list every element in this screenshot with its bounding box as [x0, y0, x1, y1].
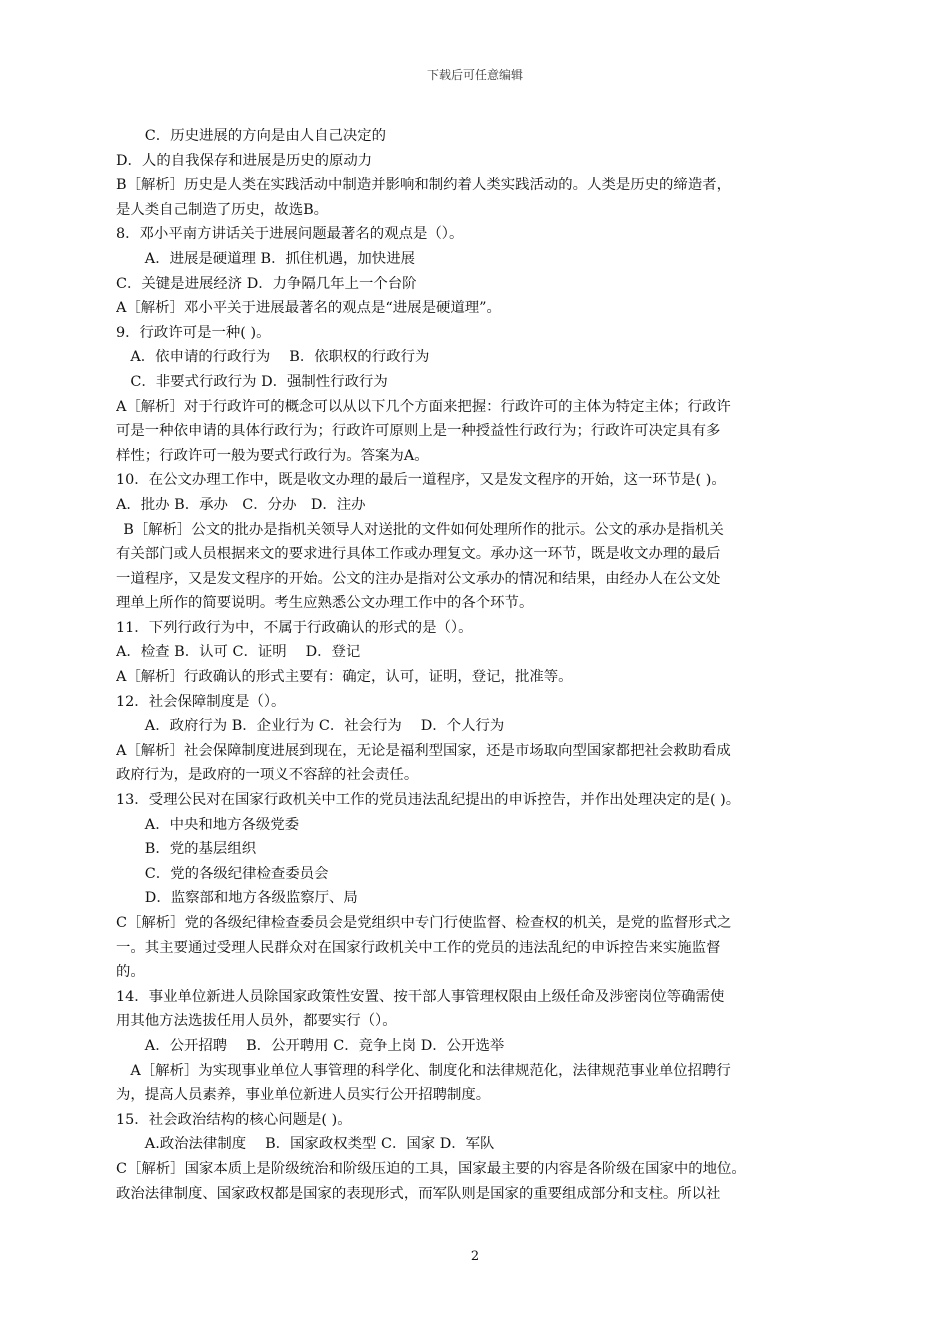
- page-number: 2: [470, 1249, 480, 1264]
- text-line: C．历史进展的方向是由人自己决定的: [144, 128, 387, 144]
- text-line: 10．在公文办理工作中，既是收文办理的最后一道程序，又是发文程序的开始，这一环节是( )。: [116, 472, 726, 489]
- text-line: C．关键是进展经济 D．力争隔几年上一个台阶: [116, 275, 417, 292]
- text-line: B［解析］历史是人类在实践活动中制造并影响和制约着人类实践活动的。人类是历史的缔造者，: [116, 177, 731, 194]
- text-line: B．党的基层组织: [144, 841, 257, 858]
- text-line: 政治法律制度、国家政权都是国家的表现形式，而军队则是国家的重要组成部分和支柱。所以社: [116, 1185, 721, 1202]
- text-line: 8．邓小平南方讲话关于进展问题最著名的观点是（）。: [116, 226, 464, 243]
- text-line: A［解析］社会保障制度进展到现在，无论是福利型国家，还是市场取向型国家都把社会救助看成: [116, 742, 731, 759]
- text-line: A．检查 B．认可 C．证明 D．登记: [116, 644, 361, 661]
- text-line: 一道程序，又是发文程序的开始。公文的注办是指对公文承办的情况和结果，由经办人在公文处: [116, 570, 721, 587]
- text-line: A［解析］为实现事业单位人事管理的科学化、制度化和法律规范化，法律规范事业单位招聘行: [130, 1062, 731, 1079]
- text-line: 15．社会政治结构的核心问题是( )。: [116, 1111, 352, 1128]
- text-line: 用其他方法选拔任用人员外，都要实行（）。: [116, 1013, 397, 1030]
- text-line: 有关部门或人员根据来文的要求进行具体工作或办理复文。承办这一环节，既是收文办理的最后: [116, 546, 721, 563]
- text-line: 为，提高人员素养，事业单位新进人员实行公开招聘制度。: [116, 1087, 491, 1104]
- text-line: 理单上所作的简要说明。考生应熟悉公文办理工作中的各个环节。: [116, 595, 534, 612]
- text-line: 一。其主要通过受理人民群众对在国家行政机关中工作的党员的违法乱纪的申诉控告来实施监督: [116, 939, 721, 956]
- page-header: 下载后可任意编辑: [426, 68, 523, 82]
- text-line: C［解析］国家本质上是阶级统治和阶级压迫的工具，国家最主要的内容是各阶级在国家中的地位。: [116, 1160, 746, 1177]
- text-line: A［解析］对于行政许可的概念可以从以下几个方面来把握：行政许可的主体为特定主体；行政许: [116, 398, 731, 415]
- text-line: A．批办 B．承办 C．分办 D．注办: [116, 496, 366, 513]
- text-line: 可是一种依申请的具体行政行为；行政许可原则上是一种授益性行政行为；行政许可决定具有多: [116, 423, 721, 440]
- text-line: A.政治法律制度 B．国家政权类型 C．国家 D．军队: [144, 1136, 495, 1153]
- text-line: A．公开招聘 B．公开聘用 C．竞争上岗 D．公开选举: [144, 1037, 505, 1054]
- text-line: A［解析］邓小平关于进展最著名的观点是“进展是硬道理”。: [116, 300, 501, 317]
- text-line: D．监察部和地方各级监察厅、局: [144, 890, 358, 907]
- text-line: A．依申请的行政行为 B．依职权的行政行为: [130, 349, 430, 366]
- text-line: 是人类自己制造了历史，故选B。: [116, 201, 329, 218]
- text-line: C．非要式行政行为 D．强制性行政行为: [130, 373, 388, 390]
- text-line: 样性；行政许可一般为要式行政行为。答案为A。: [116, 447, 429, 464]
- text-line: 的。: [116, 964, 145, 981]
- document-body: [116, 124, 846, 1206]
- text-line: 9．行政许可是一种( )。: [116, 324, 271, 341]
- text-line: 政府行为，是政府的一项义不容辞的社会责任。: [116, 767, 419, 784]
- text-line: A［解析］行政确认的形式主要有：确定，认可，证明，登记，批准等。: [116, 669, 573, 686]
- text-line: 13．受理公民对在国家行政机关中工作的党员违法乱纪提出的申诉控告，并作出处理决定的是( )。: [116, 792, 741, 809]
- text-line: C［解析］党的各级纪律检查委员会是党组织中专门行使监督、检查权的机关，是党的监督形式之: [116, 915, 732, 931]
- text-line: 14．事业单位新进人员除国家政策性安置、按干部人事管理权限由上级任命及涉密岗位等确需使: [116, 988, 725, 1005]
- text-line: A．中央和地方各级党委: [144, 816, 300, 833]
- text-line: A．进展是硬道理 B．抓住机遇，加快进展: [144, 250, 415, 267]
- text-line: C．党的各级纪律检查委员会: [144, 865, 329, 882]
- text-line: D．人的自我保存和进展是历史的原动力: [116, 152, 373, 169]
- text-line: A．政府行为 B．企业行为 C．社会行为 D．个人行为: [144, 718, 505, 735]
- text-line: 12．社会保障制度是（）。: [116, 693, 286, 710]
- text-line: B［解析］公文的批办是指机关领导人对送批的文件如何处理所作的批示。公文的承办是指机关: [123, 521, 724, 538]
- text-line: 11．下列行政行为中，不属于行政确认的形式的是（）。: [116, 619, 473, 636]
